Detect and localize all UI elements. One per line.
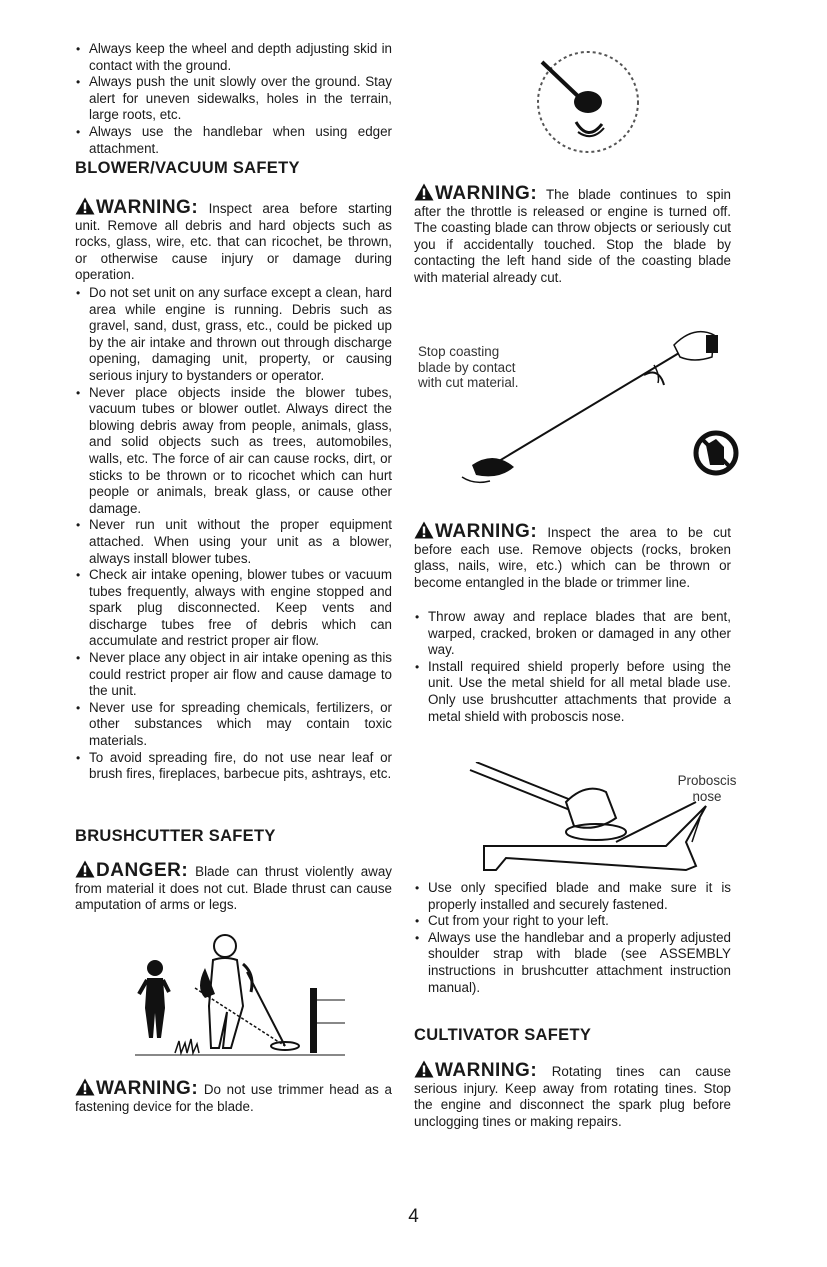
- label-line: nose: [692, 788, 722, 804]
- list-item: • Check air intake opening, blower tubes or vacuum tubes frequently, always with engine stopped and spark plug disconnected. Keep vents and discharge tubes free of debris which can accumulate and restrict proper air flow.: [75, 567, 392, 650]
- list-item: • Throw away and replace blades that are bent, warped, cracked, broken or damaged in any other way.: [414, 609, 731, 659]
- danger-word: DANGER:: [96, 860, 189, 881]
- list-item: • Do not set unit on any surface except a clean, hard area while engine is running. Debris such as gravel, sand, dust, grass, etc., could be picked up by the air intake and thrown out through discharge opening, damaging unit, property, or causing serious injury to bystanders or operator.: [75, 285, 392, 385]
- operator-brushcutter-illustration: [135, 928, 345, 1063]
- list-item: • Never use for spreading chemicals, fertilizers, or other substances which may contain toxic materials.: [75, 700, 392, 750]
- cultivator-heading: CULTIVATOR SAFETY: [414, 1026, 592, 1044]
- alert-triangle-icon: [414, 1060, 434, 1078]
- warning-text: Rotating tines can cause serious injury. Keep away from rotating tines. Stop the engine and disconnect the spark plug before unclogging tines or making repairs.: [414, 1064, 731, 1129]
- list-item: • Never place objects inside the blower tubes, vacuum tubes or blower outlet. Always direct the blowing debris away from people, animals, glass, and solid objects such as trees, automobiles, walls, etc. The force of air can cause rocks, dirt, or sticks to be thrown or to ricochet which can hurt people or animals, break glass, or cause other damage.: [75, 385, 392, 518]
- list-item: • Never run unit without the proper equipment attached. When using your unit as a blower, always install blower tubes.: [75, 517, 392, 567]
- list-item: • Use only specified blade and make sure it is properly installed and securely fastened.: [414, 880, 731, 913]
- warning-word: WARNING:: [96, 197, 199, 218]
- blower-warning: [75, 197, 392, 284]
- blade-bullet-list: [414, 880, 731, 996]
- inspect-area-warning: [414, 521, 731, 591]
- list-item: • Install required shield properly before using the unit. Use the metal shield for all metal blade use. Only use brushcutter attachments that provide a metal shield with proboscis nose.: [414, 659, 731, 725]
- warning-text: Inspect area before starting unit. Remove all debris and hard objects such as rocks, glass, wire, etc. that can ricochet, be thrown, or otherwise cause injury or damage during operation.: [75, 201, 392, 283]
- alert-triangle-icon: [75, 197, 95, 215]
- cultivator-warning: [414, 1060, 731, 1130]
- warning-word: WARNING:: [435, 521, 538, 542]
- stop-blade-illustration: [454, 305, 744, 495]
- intro-bullet-list: [75, 41, 392, 157]
- page-number: 4: [408, 1206, 419, 1227]
- warning-text: Inspect the area to be cut before each use. Remove objects (rocks, broken glass, nails, wire, etc.) which can be thrown or become entangled in the blade or trimmer line.: [414, 525, 731, 590]
- alert-triangle-icon: [75, 1078, 95, 1096]
- proboscis-label: [672, 773, 742, 804]
- label-line: Proboscis: [677, 773, 737, 788]
- list-item: • Never place any object in air intake opening as this could restrict proper air flow and cause damage to the unit.: [75, 650, 392, 700]
- list-item: • Always push the unit slowly over the ground. Stay alert for uneven sidewalks, holes in the terrain, large roots, etc.: [75, 74, 392, 124]
- coasting-blade-illustration: [532, 42, 644, 160]
- warning-word: WARNING:: [96, 1078, 199, 1099]
- blower-bullet-list: [75, 285, 392, 783]
- caption-line: Stop coasting: [418, 344, 500, 359]
- brushcutter-heading: BRUSHCUTTER SAFETY: [75, 827, 276, 845]
- coasting-blade-warning: [414, 183, 731, 287]
- danger-notice: [75, 860, 392, 914]
- list-item: • Always use the handlebar and a properly adjusted shoulder strap with blade (see ASSEMBLY instructions in brushcutter attachment instruction manual).: [414, 930, 731, 996]
- warning-word: WARNING:: [435, 183, 538, 204]
- list-item: • Always use the handlebar when using edger attachment.: [75, 124, 392, 157]
- list-item: • To avoid spreading fire, do not use near leaf or brush fires, fireplaces, barbecue pits, ashtrays, etc.: [75, 750, 392, 783]
- list-item: • Always keep the wheel and depth adjusting skid in contact with the ground.: [75, 41, 392, 74]
- danger-text: Blade can thrust violently away from material it does not cut. Blade thrust can cause amputation of arms or legs.: [75, 864, 392, 913]
- alert-triangle-icon: [414, 521, 434, 539]
- warning-text: The blade continues to spin after the throttle is released or engine is turned off. The coasting blade can throw objects or seriously cut you if accidentally touched. Stop the blade by contacting the left hand side of the coasting blade with material already cut.: [414, 187, 731, 285]
- trimmer-head-warning: [75, 1078, 392, 1115]
- warning-word: WARNING:: [435, 1060, 538, 1081]
- list-item: • Cut from your right to your left.: [414, 913, 731, 930]
- alert-triangle-icon: [75, 860, 95, 878]
- caption-line: with cut material.: [418, 375, 519, 391]
- inspect-bullet-list: [414, 609, 731, 725]
- caption-line: blade by contact: [418, 359, 516, 375]
- warning-text: Do not use trimmer head as a fastening device for the blade.: [75, 1082, 392, 1114]
- blower-vacuum-heading: BLOWER/VACUUM SAFETY: [75, 159, 300, 177]
- alert-triangle-icon: [414, 183, 434, 201]
